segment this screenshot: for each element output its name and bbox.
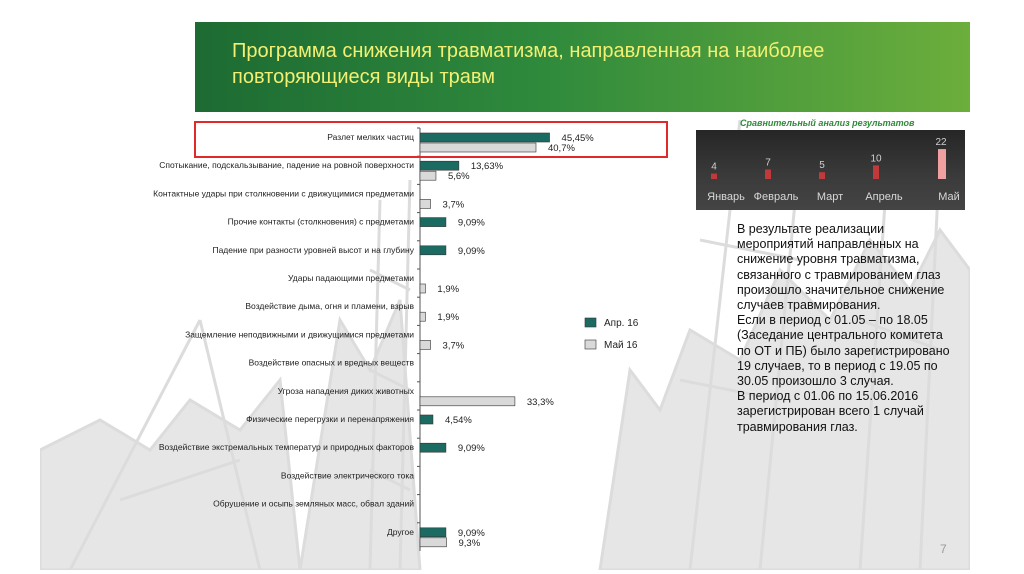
category-label: Воздействие электрического тока	[280, 470, 414, 481]
data-label: 4,54%	[444, 415, 472, 426]
bar-apr	[420, 443, 446, 452]
mini-bar	[819, 172, 825, 179]
mini-month-label: Май	[938, 191, 960, 203]
legend-swatch-may	[585, 340, 596, 349]
description-text: В результате реализации мероприятий направленных на снижение уровня травматизма, связанного с травмированием глаз произошло значительное снижение случаев травмирования. Если в период с 01.05 – по 18.05 (Заседание центрального комитета по ОТ и ПБ) было зарегистрировано 19 случаев, то в период с 19.05 по 30.05 произошло 3 случая. В период с 01.06 по 15.06.2016 зарегистрирован всего 1 случай травмирования глаз.	[737, 222, 950, 434]
category-label: Физические перегрузки и перенапряжения	[246, 414, 414, 424]
data-label: 3,7%	[442, 340, 465, 352]
category-label: Контактные удары при столкновении с движущимися предметами	[153, 188, 414, 199]
bar-may	[420, 340, 431, 349]
mini-chart-panel	[696, 130, 965, 210]
data-label: 40,7%	[547, 143, 575, 154]
data-label: 9,09%	[457, 527, 485, 539]
bar-may	[420, 397, 515, 406]
data-label: 1,9%	[437, 284, 460, 295]
legend-label: Май 16	[604, 340, 638, 351]
bar-may	[420, 284, 425, 293]
highlight-box	[194, 121, 668, 158]
bar-may	[420, 199, 431, 208]
mini-month-label: Март	[816, 191, 844, 203]
category-label: Воздействие экстремальных температур и природных факторов	[158, 442, 414, 453]
category-label: Воздействие опасных и вредных веществ	[248, 357, 414, 368]
bar-may	[420, 312, 425, 321]
mini-value-label: 7	[765, 157, 771, 169]
mini-month-label: Февраль	[753, 191, 799, 203]
page-number: 7	[940, 542, 947, 556]
category-label: Падение при разности уровней высот и на глубину	[212, 244, 414, 255]
data-label: 45,45%	[561, 133, 594, 144]
category-label: Угроза нападения диких животных	[277, 385, 414, 396]
data-label: 3,7%	[442, 199, 465, 211]
category-label: Прочие контакты (столкновения) с предметами	[227, 216, 414, 227]
legend-label: Апр. 16	[604, 318, 639, 329]
mini-bar	[873, 165, 879, 179]
mini-value-label: 4	[711, 161, 717, 173]
bar-apr	[420, 218, 446, 227]
mini-bar	[765, 169, 771, 179]
category-label: Удары падающими предметами	[288, 273, 414, 283]
monthly-comparison-chart	[696, 130, 965, 210]
data-label: 9,09%	[457, 443, 485, 455]
bar-may	[420, 171, 436, 180]
legend-swatch-apr	[585, 318, 596, 327]
category-label: Спотыкание, подскальзывание, падение на ровной поверхности	[159, 160, 414, 171]
category-label: Разлет мелких частиц	[327, 132, 414, 142]
slide-title: Программа снижения травматизма, направленная на наиболее повторяющиеся виды травм	[232, 40, 825, 88]
bar-may	[420, 538, 447, 547]
mini-chart-title: Сравнительный анализ результатов	[740, 118, 915, 128]
mini-value-label: 22	[935, 137, 947, 149]
category-label: Другое	[386, 526, 414, 537]
mini-month-label: Апрель	[865, 191, 903, 203]
category-label: Защемление неподвижными и движущимися предметами	[185, 329, 414, 340]
data-label: 5,6%	[447, 171, 470, 183]
mini-bar	[938, 149, 946, 179]
data-label: 13,63%	[470, 161, 504, 173]
category-label: Воздействие дыма, огня и пламени, взрыв	[245, 301, 414, 312]
bar-apr	[420, 161, 459, 170]
bar-apr	[420, 415, 433, 424]
data-label: 9,3%	[458, 537, 481, 549]
data-label: 9,09%	[457, 217, 485, 229]
mini-month-label: Январь	[707, 191, 745, 203]
mini-value-label: 5	[819, 160, 825, 172]
data-label: 33,3%	[526, 396, 554, 408]
category-label: Обрушение и осыпь земляных масс, обвал зданий	[213, 498, 414, 509]
mini-bar	[711, 174, 717, 179]
bar-apr	[420, 246, 446, 255]
data-label: 9,09%	[457, 245, 485, 257]
bar-apr	[420, 528, 446, 537]
data-label: 1,9%	[437, 312, 460, 324]
mini-value-label: 10	[870, 153, 882, 165]
